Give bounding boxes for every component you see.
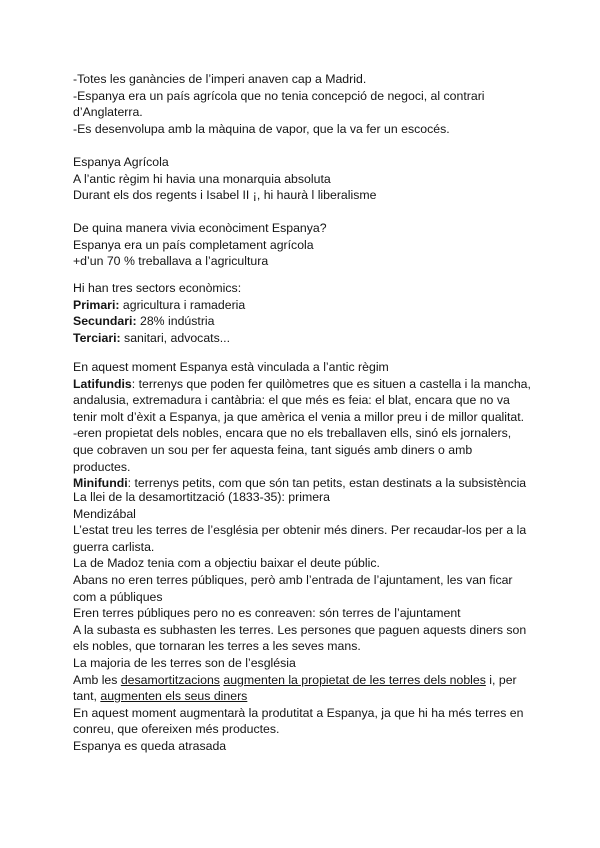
sector-secundari-text: 28% indústria (136, 314, 215, 329)
intro-section (73, 71, 531, 137)
antic-regim-intro: En aquest moment Espanya està vinculada a l’antic règim (73, 360, 389, 374)
sectors-intro: Hi han tres sectors econòmics: (73, 281, 242, 295)
economia-line-1: Espanya era un país completament agrícola (73, 237, 314, 252)
sector-primari-text: agricultura i ramaderia (119, 297, 246, 312)
p7-underline-3: augmenten els seus diners (100, 689, 248, 704)
sector-primari-label: Primari: (73, 297, 120, 312)
desamortitzacio-p2: La de Madoz tenia com a objectiu baixar el deute públic. (73, 556, 380, 571)
agricola-line-1: A l’antic règim hi havia una monarquia absoluta (73, 171, 331, 186)
intro-line-1: -Totes les ganàncies de l’imperi anaven cap a Madrid. (73, 72, 367, 86)
desamortitzacio-p9: Espanya es queda atrasada (73, 738, 227, 753)
sector-secundari (73, 313, 531, 330)
economia-line-2: +d’un 70 % treballava a l’agricultura (73, 254, 269, 269)
sector-terciari-label: Terciari: (73, 330, 121, 345)
minifundi-label: Minifundi (73, 476, 128, 491)
minifundi-text: : terrenys petits, com que són tan petits, estan destinats a la subsistència (127, 476, 527, 491)
economia-section (73, 220, 531, 270)
desamortitzacio-p3: Abans no eren terres públiques, però amb l’entrada de l’ajuntament, les van ficar com a públiques (73, 572, 513, 604)
desamortitzacio-p4: Eren terres públiques pero no es conreaven: són terres de l’ajuntament (73, 606, 461, 621)
latifundis-text: : terrenys que poden fer quilòmetres que es situen a castella i la mancha, andalusia, extremadura i cantàbria: el que més es feia: el blat, encara que no va tenir molt d’èxit a Espanya, ja que amèrica el venia a millor preu i de millor qualitat. (73, 376, 531, 424)
latifundis-label: Latifundis (73, 376, 132, 391)
sector-secundari-label: Secundari: (73, 314, 137, 329)
nobles-paragraph: -eren propietat dels nobles, encara que no els treballaven ells, sinó els jornalers, que cobraven un sou per fer aquesta feina, tant sigués amb diners o amb productes. (73, 426, 512, 474)
latifundis-paragraph (73, 376, 531, 426)
desamortitzacio-section (73, 489, 531, 755)
antic-regim-section (73, 359, 531, 492)
sector-terciari (73, 330, 531, 347)
desamortitzacio-p7 (73, 672, 531, 705)
sector-primari (73, 297, 531, 314)
intro-line-3: -Es desenvolupa amb la màquina de vapor, que la va fer un escocés. (73, 121, 450, 136)
p7-underline-2: augmenten la propietat de les terres dels nobles (223, 672, 486, 687)
intro-line-2: -Espanya era un país agrícola que no tenia concepció de negoci, al contrari d’Anglaterra. (73, 88, 485, 120)
p7-part-b: i, per tant, (73, 672, 517, 704)
desamortitzacio-title: La llei de la desamortització (1833-35): primera (73, 490, 330, 504)
sectors-section (73, 280, 531, 346)
p7-part-a: Amb les (73, 672, 121, 687)
sector-terciari-text: sanitari, advocats... (120, 330, 230, 345)
agricola-section (73, 154, 531, 204)
desamortitzacio-author: Mendizábal (73, 506, 136, 521)
p7-underline-1: desamortitzacions (120, 672, 220, 687)
agricola-title: Espanya Agrícola (73, 155, 169, 169)
agricola-line-2: Durant els dos regents i Isabel II ¡, hi haurà l liberalisme (73, 188, 377, 203)
economia-question: De quina manera vivia econòciment Espanya? (73, 221, 327, 235)
desamortitzacio-p5: A la subasta es subhasten les terres. Les persones que paguen aquests diners son els nobles, que tornaran les terres a les seves mans. (73, 622, 527, 654)
desamortitzacio-p6: La majoria de les terres son de l’església (73, 655, 296, 670)
desamortitzacio-p1: L’estat treu les terres de l’església per obtenir més diners. Per recaudar-los per a la guerra carlista. (73, 523, 527, 554)
desamortitzacio-p8: En aquest moment augmentarà la produtitat a Espanya, ja que hi ha més terres en conreu, que ofereixen més productes. (73, 705, 524, 737)
